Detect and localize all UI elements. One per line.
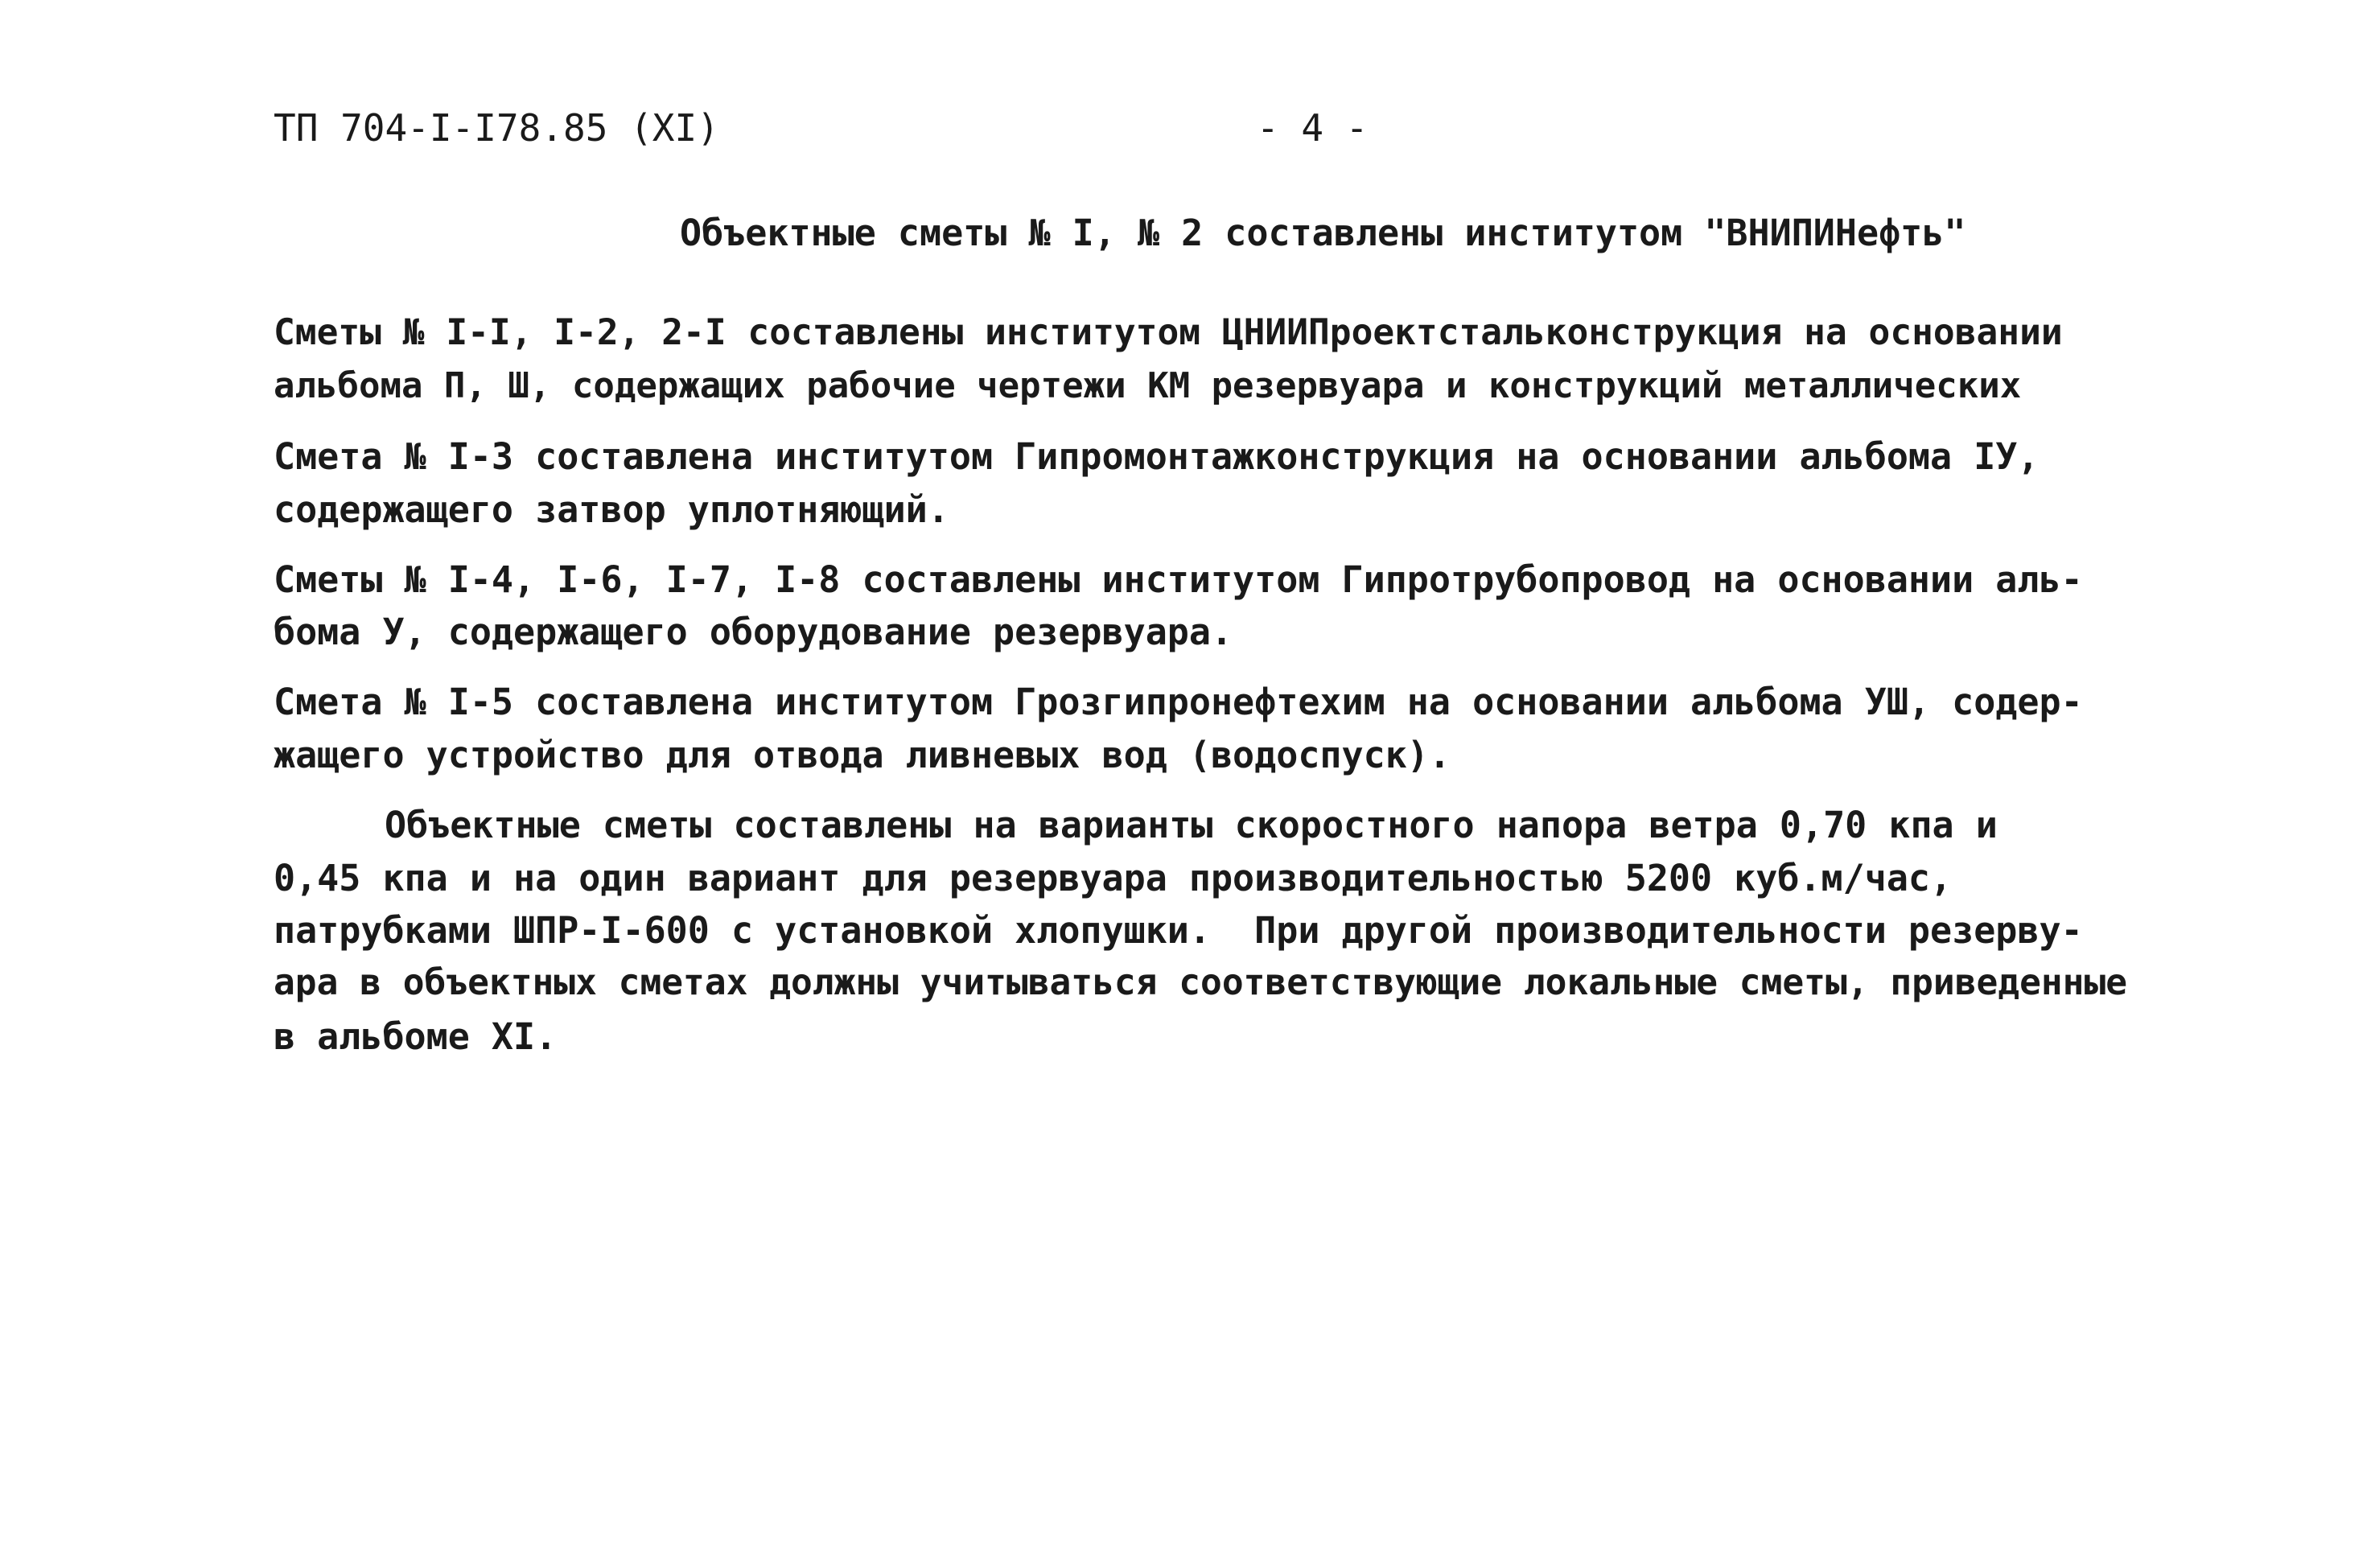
paragraph-2-line-1: Смета № I-3 составлена институтом Гипромонтажконструкция на основании альбома IУ, xyxy=(274,435,2040,478)
paragraph-3-line-2: бома У, содержащего оборудование резервуара. xyxy=(274,611,1233,653)
document-code: ТП 704-I-I78.85 (XI) xyxy=(274,106,719,150)
paragraph-5-line-3: патрубками ШПР-I-600 с установкой хлопушки. При другой производительности резерву- xyxy=(274,909,2083,952)
paragraph-2-line-2: содержащего затвор уплотняющий. xyxy=(274,488,949,531)
heading-line: Объектные сметы № I, № 2 составлены институтом "ВНИПИНефть" xyxy=(680,212,1966,254)
paragraph-3-line-1: Сметы № I-4, I-6, I-7, I-8 составлены институтом Гипротрубопровод на основании аль- xyxy=(274,558,2083,601)
paragraph-5-line-1: Объектные сметы составлены на варианты скоростного напора ветра 0,70 кпа и xyxy=(385,804,1998,846)
paragraph-5-line-4: ара в объектных сметах должны учитываться соответствующие локальные сметы, приведенные xyxy=(274,962,2128,1003)
paragraph-5-line-5: в альбоме XI. xyxy=(274,1015,558,1058)
paragraph-5-line-2: 0,45 кпа и на один вариант для резервуара производительностью 5200 куб.м/час, xyxy=(274,857,1953,899)
paragraph-1-line-1: Сметы № I-I, I-2, 2-I составлены институтом ЦНИИПроектстальконструкция на основании xyxy=(274,312,2063,353)
page-number: - 4 - xyxy=(1257,106,1369,150)
paragraph-4-line-1: Смета № I-5 составлена институтом Грозгипронефтехим на основании альбома УШ, содер- xyxy=(274,681,2083,723)
paragraph-4-line-2: жащего устройство для отвода ливневых вод (водоспуск). xyxy=(274,734,1451,776)
paragraph-1-line-2: альбома П, Ш, содержащих рабочие чертежи КМ резервуара и конструкций металлических xyxy=(274,365,2022,406)
